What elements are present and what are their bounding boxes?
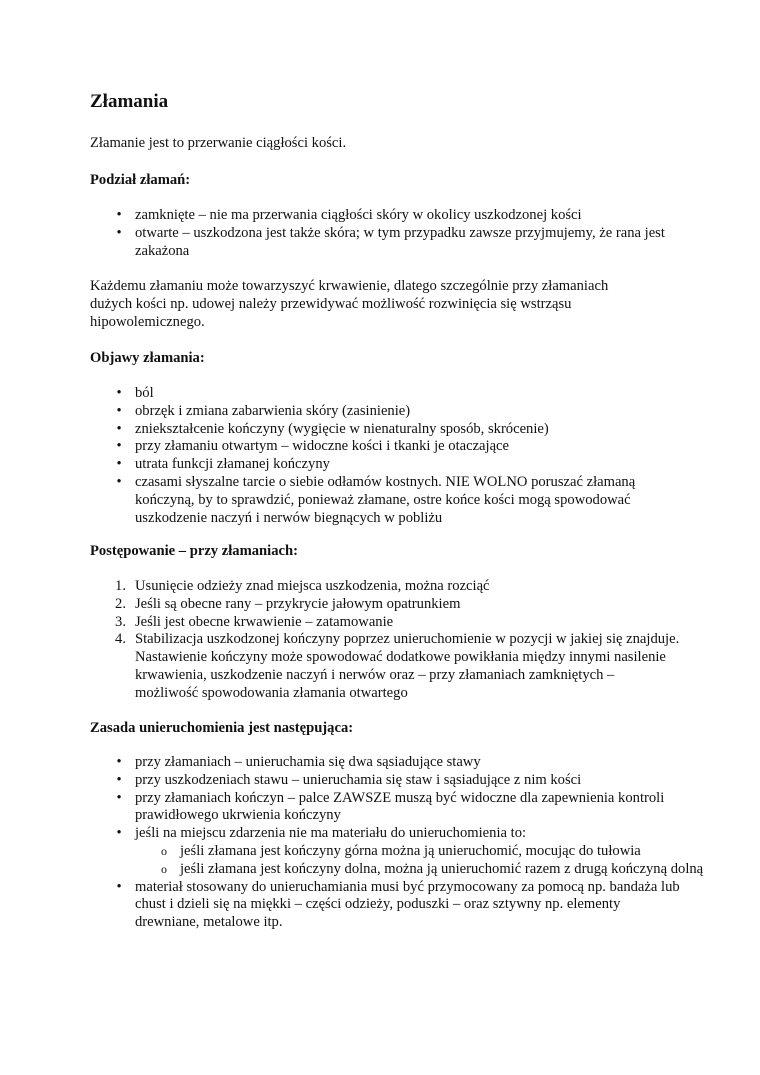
bullet-marker: • — [116, 385, 122, 401]
document-title: Złamania — [90, 91, 169, 112]
bleeding-paragraph: Każdemu złamaniu może towarzyszyć krwawienie, dlatego szczególnie przy złamaniach dużych kości np. udowej należy przewidywać możliwość rozwinięcia się wstrząsu hipowolemicznego. — [90, 278, 609, 330]
sub-list-item — [135, 843, 725, 861]
list-item-text: przy uszkodzeniach stawu – unieruchamia się staw i sąsiadujące z nim kości — [135, 771, 582, 788]
list-item — [90, 207, 680, 225]
list-item — [90, 772, 680, 790]
bullet-marker: • — [116, 456, 122, 473]
sub-list-item-text: jeśli złamana jest kończyny dolna, można ją unieruchomić razem z drugą kończyną dolną — [180, 860, 704, 877]
list-item — [90, 631, 680, 702]
bullet-marker: • — [116, 207, 122, 223]
bullet-marker: • — [116, 754, 122, 770]
zasada-list — [90, 754, 704, 932]
postepowanie-heading: Postępowanie – przy złamaniach: — [90, 543, 298, 559]
bullet-marker: • — [116, 438, 122, 455]
list-item-text: ból — [135, 385, 154, 401]
list-item — [90, 421, 680, 439]
list-item — [90, 456, 680, 474]
podzial-heading: Podział złamań: — [90, 172, 191, 188]
list-item — [90, 614, 680, 632]
list-item-text: jeśli na miejscu zdarzenia nie ma materiału do unieruchomienia to: — [135, 825, 527, 842]
list-item — [90, 474, 680, 527]
bullet-marker: • — [116, 878, 122, 895]
list-number: 3. — [115, 613, 126, 630]
list-number: 1. — [115, 578, 126, 594]
list-item-text: Jeśli są obecne rany – przykrycie jałowym opatrunkiem — [135, 595, 461, 612]
list-item — [90, 754, 680, 772]
intro-text: Złamanie jest to przerwanie ciągłości kości. — [90, 135, 347, 151]
postepowanie-list — [90, 578, 680, 703]
list-item-text: materiał stosowany do unieruchamiania musi być przymocowany za pomocą np. bandaża lub chust i dzieli się na miękki – części odzieży, poduszki – oraz sztywny np. elementy drewniane, metalowe itp. — [135, 878, 680, 931]
sub-list-item — [135, 861, 725, 879]
list-item-text: Usunięcie odzieży znad miejsca uszkodzenia, można rozciąć — [135, 578, 490, 594]
list-number: 2. — [115, 595, 126, 612]
list-item-text: zamknięte – nie ma przerwania ciągłości skóry w okolicy uszkodzonej kości — [135, 207, 582, 223]
list-item-text: otwarte – uszkodzona jest także skóra; w tym przypadku zawsze przyjmujemy, że rana jest zakażona — [135, 224, 665, 259]
list-item — [90, 225, 680, 261]
list-item-text: czasami słyszalne tarcie o siebie odłamów kostnych. NIE WOLNO poruszać złamaną kończyną, by to sprawdzić, ponieważ złamane, ostre końce kości mogą spowodować uszkodzenie naczyń i nerwów biegnących w pobliżu — [135, 473, 636, 526]
sub-bullet-marker: o — [161, 843, 167, 858]
objawy-list — [90, 385, 680, 527]
bullet-marker: • — [116, 771, 122, 788]
bullet-marker: • — [116, 825, 122, 842]
bullet-marker: • — [116, 224, 122, 241]
list-item — [90, 403, 680, 421]
podzial-list — [90, 207, 680, 260]
objawy-heading: Objawy złamania: — [90, 350, 205, 366]
list-item — [90, 438, 680, 456]
list-item-text: przy złamaniach – unieruchamia się dwa sąsiadujące stawy — [135, 754, 481, 770]
list-number: 4. — [115, 631, 126, 648]
zasada-sublist — [135, 843, 725, 879]
bullet-marker: • — [116, 420, 122, 437]
list-item-text: obrzęk i zmiana zabarwienia skóry (zasinienie) — [135, 402, 411, 419]
bullet-marker: • — [116, 789, 122, 806]
list-item-text: zniekształcenie kończyny (wygięcie w nienaturalny sposób, skrócenie) — [135, 420, 549, 437]
list-item — [90, 790, 680, 826]
list-item-text: przy złamaniach kończyn – palce ZAWSZE muszą być widoczne dla zapewnienia kontroli prawidłowego ukrwienia kończyny — [135, 789, 665, 824]
list-item-text: Stabilizacja uszkodzonej kończyny poprzez unieruchomienie w pozycji w jakiej się znajduje. Nastawienie kończyny może spowodować dodatkowe powikłania między innymi nasilenie krwawienia, uszkodzenie naczyń i nerwów oraz – przy złamaniach zamkniętych – możliwość spowodowania złamania otwartego — [135, 631, 680, 701]
zasada-heading: Zasada unieruchomienia jest następująca: — [90, 720, 354, 736]
list-item — [90, 825, 704, 878]
list-item-text: przy złamaniu otwartym – widoczne kości i tkanki je otaczające — [135, 438, 510, 455]
list-item-text: utrata funkcji złamanej kończyny — [135, 456, 330, 473]
bullet-marker: • — [116, 473, 122, 490]
list-item — [90, 596, 680, 614]
list-item — [90, 578, 680, 596]
list-item-text: Jeśli jest obecne krwawienie – zatamowanie — [135, 613, 394, 630]
list-item — [90, 879, 680, 932]
sub-bullet-marker: o — [161, 861, 167, 876]
bullet-marker: • — [116, 402, 122, 419]
sub-list-item-text: jeśli złamana jest kończyny górna można ją unieruchomić, mocując do tułowia — [180, 842, 641, 859]
list-item — [90, 385, 680, 403]
